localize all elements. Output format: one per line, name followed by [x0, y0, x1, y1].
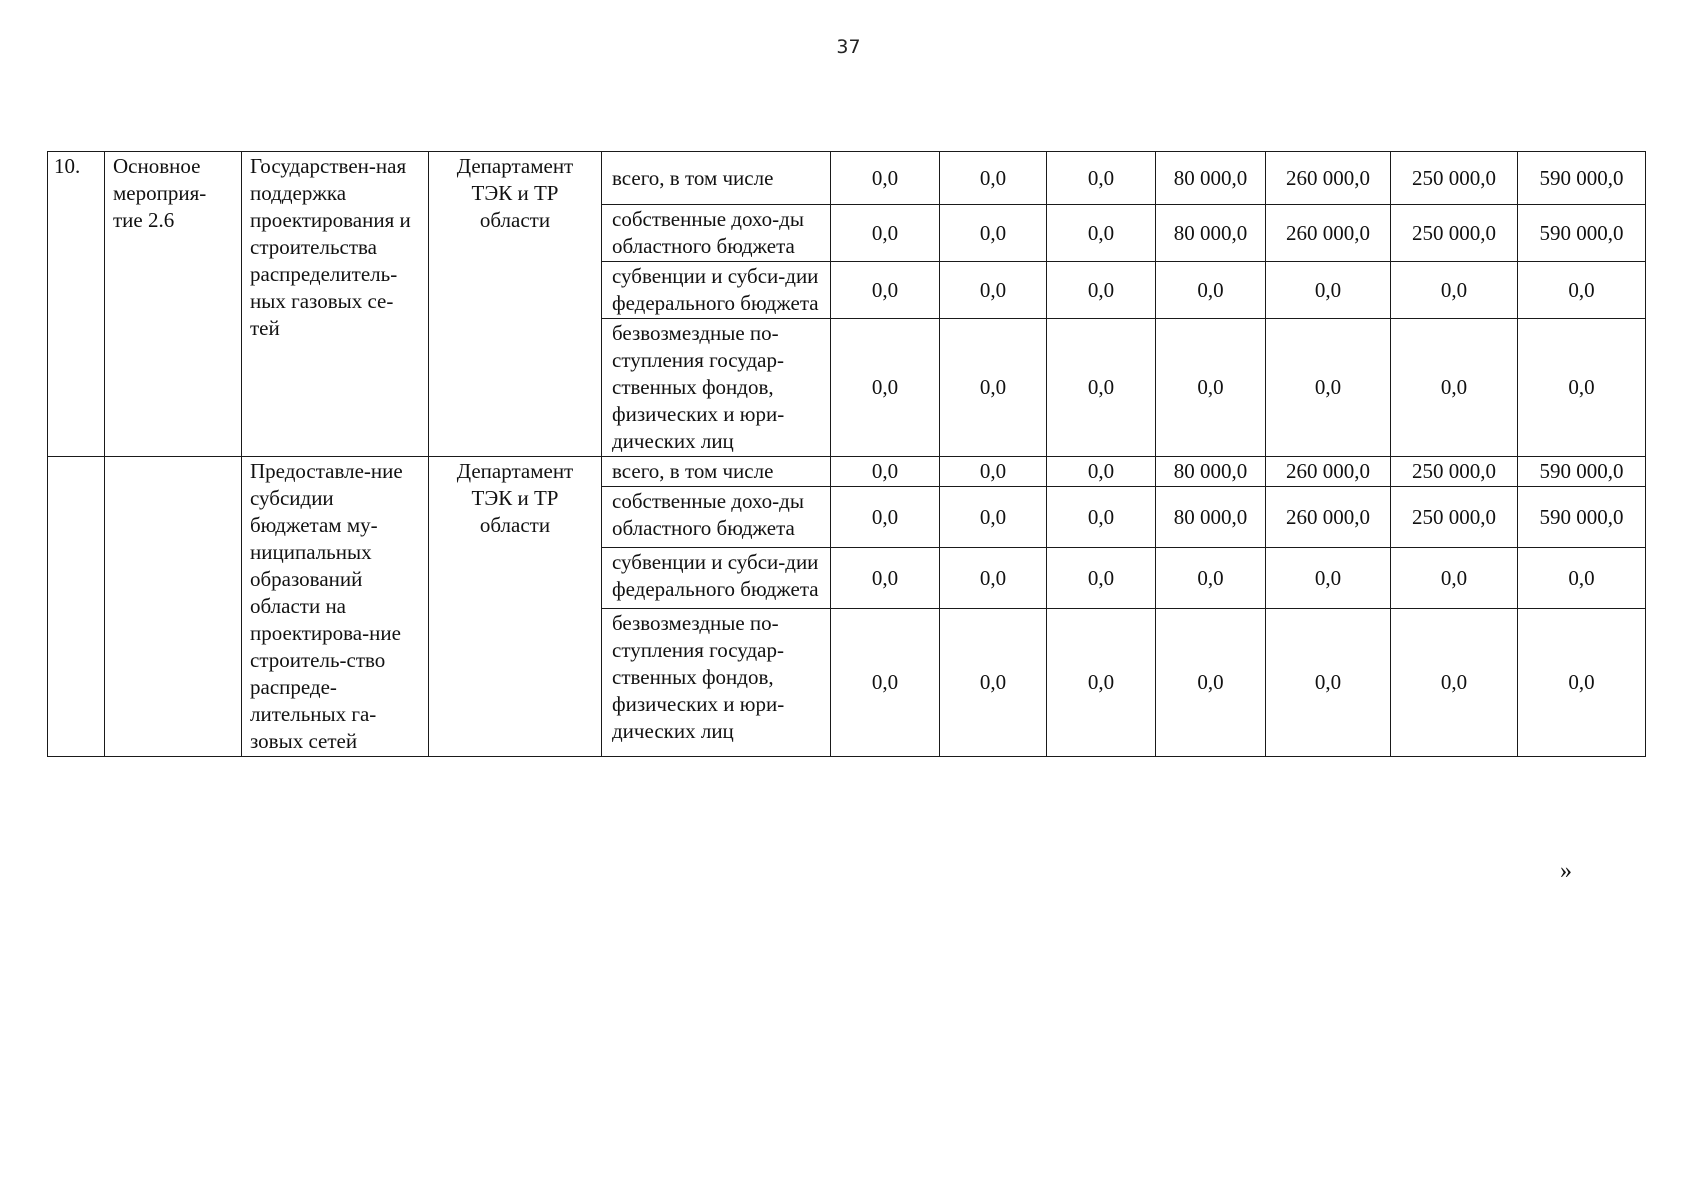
value-cell: 0,0 — [1518, 319, 1646, 457]
value-cell: 0,0 — [940, 487, 1047, 548]
value-cell: 260 000,0 — [1266, 457, 1391, 487]
value-cell: 0,0 — [940, 457, 1047, 487]
value-cell: 250 000,0 — [1391, 457, 1518, 487]
value-cell: 0,0 — [1047, 262, 1156, 319]
value-cell: 0,0 — [1518, 262, 1646, 319]
executor-cell: Департамент ТЭК и ТР области — [429, 152, 602, 457]
row-index-cell: 10. — [48, 152, 105, 457]
value-cell: 0,0 — [940, 262, 1047, 319]
value-cell: 0,0 — [1047, 319, 1156, 457]
value-cell: 0,0 — [1156, 262, 1266, 319]
value-cell: 80 000,0 — [1156, 457, 1266, 487]
value-cell: 0,0 — [940, 152, 1047, 205]
value-cell: 0,0 — [1156, 548, 1266, 609]
value-cell: 80 000,0 — [1156, 205, 1266, 262]
table-row — [48, 152, 1646, 205]
value-cell: 80 000,0 — [1156, 487, 1266, 548]
funding-source-cell: собственные дохо-ды областного бюджета — [602, 205, 831, 262]
value-cell: 250 000,0 — [1391, 487, 1518, 548]
funding-source-cell: безвозмездные по-ступления государ-ственных фондов, физических и юри-дических лиц — [602, 609, 831, 757]
value-cell: 0,0 — [940, 609, 1047, 757]
value-cell: 0,0 — [1047, 609, 1156, 757]
row-index-cell — [48, 457, 105, 757]
value-cell: 0,0 — [1266, 548, 1391, 609]
activity-name-cell: Государствен-ная поддержка проектирования и строительства распределитель-ных газовых се-тей — [242, 152, 429, 457]
value-cell: 0,0 — [1391, 548, 1518, 609]
value-cell: 0,0 — [1047, 487, 1156, 548]
page-number: 37 — [836, 36, 861, 58]
value-cell: 0,0 — [831, 457, 940, 487]
value-cell: 0,0 — [940, 319, 1047, 457]
value-cell: 0,0 — [1518, 548, 1646, 609]
value-cell: 0,0 — [1391, 262, 1518, 319]
funding-source-cell: всего, в том числе — [602, 152, 831, 205]
value-cell: 0,0 — [1518, 609, 1646, 757]
funding-source-cell: всего, в том числе — [602, 457, 831, 487]
activity-cell: Основное мероприя-тие 2.6 — [105, 152, 242, 457]
value-cell: 590 000,0 — [1518, 152, 1646, 205]
value-cell: 0,0 — [831, 205, 940, 262]
funding-table — [47, 151, 1646, 757]
value-cell: 0,0 — [831, 262, 940, 319]
value-cell: 590 000,0 — [1518, 487, 1646, 548]
value-cell: 0,0 — [1047, 152, 1156, 205]
value-cell: 80 000,0 — [1156, 152, 1266, 205]
value-cell: 0,0 — [1156, 609, 1266, 757]
closing-quote-mark: » — [1560, 858, 1572, 884]
activity-cell — [105, 457, 242, 757]
value-cell: 0,0 — [1391, 319, 1518, 457]
value-cell: 0,0 — [831, 319, 940, 457]
funding-source-cell: собственные дохо-ды областного бюджета — [602, 487, 831, 548]
value-cell: 260 000,0 — [1266, 205, 1391, 262]
value-cell: 0,0 — [940, 205, 1047, 262]
table-row — [48, 457, 1646, 487]
value-cell: 0,0 — [1266, 262, 1391, 319]
value-cell: 590 000,0 — [1518, 457, 1646, 487]
value-cell: 0,0 — [1156, 319, 1266, 457]
value-cell: 0,0 — [1047, 548, 1156, 609]
value-cell: 0,0 — [1266, 319, 1391, 457]
value-cell: 0,0 — [831, 609, 940, 757]
value-cell: 0,0 — [1266, 609, 1391, 757]
value-cell: 0,0 — [831, 548, 940, 609]
value-cell: 590 000,0 — [1518, 205, 1646, 262]
value-cell: 0,0 — [1047, 457, 1156, 487]
value-cell: 0,0 — [1047, 205, 1156, 262]
funding-source-cell: субвенции и субси-дии федерального бюджета — [602, 548, 831, 609]
activity-name-cell: Предоставле-ние субсидии бюджетам му-ниципальных образований области на проектирова-ние строитель-ство распреде-лительных га-зовых сетей — [242, 457, 429, 757]
value-cell: 0,0 — [1391, 609, 1518, 757]
value-cell: 260 000,0 — [1266, 152, 1391, 205]
value-cell: 0,0 — [831, 152, 940, 205]
value-cell: 260 000,0 — [1266, 487, 1391, 548]
value-cell: 0,0 — [831, 487, 940, 548]
funding-source-cell: безвозмездные по-ступления государ-ственных фондов, физических и юри-дических лиц — [602, 319, 831, 457]
value-cell: 250 000,0 — [1391, 205, 1518, 262]
executor-cell: Департамент ТЭК и ТР области — [429, 457, 602, 757]
funding-source-cell: субвенции и субси-дии федерального бюджета — [602, 262, 831, 319]
value-cell: 250 000,0 — [1391, 152, 1518, 205]
value-cell: 0,0 — [940, 548, 1047, 609]
